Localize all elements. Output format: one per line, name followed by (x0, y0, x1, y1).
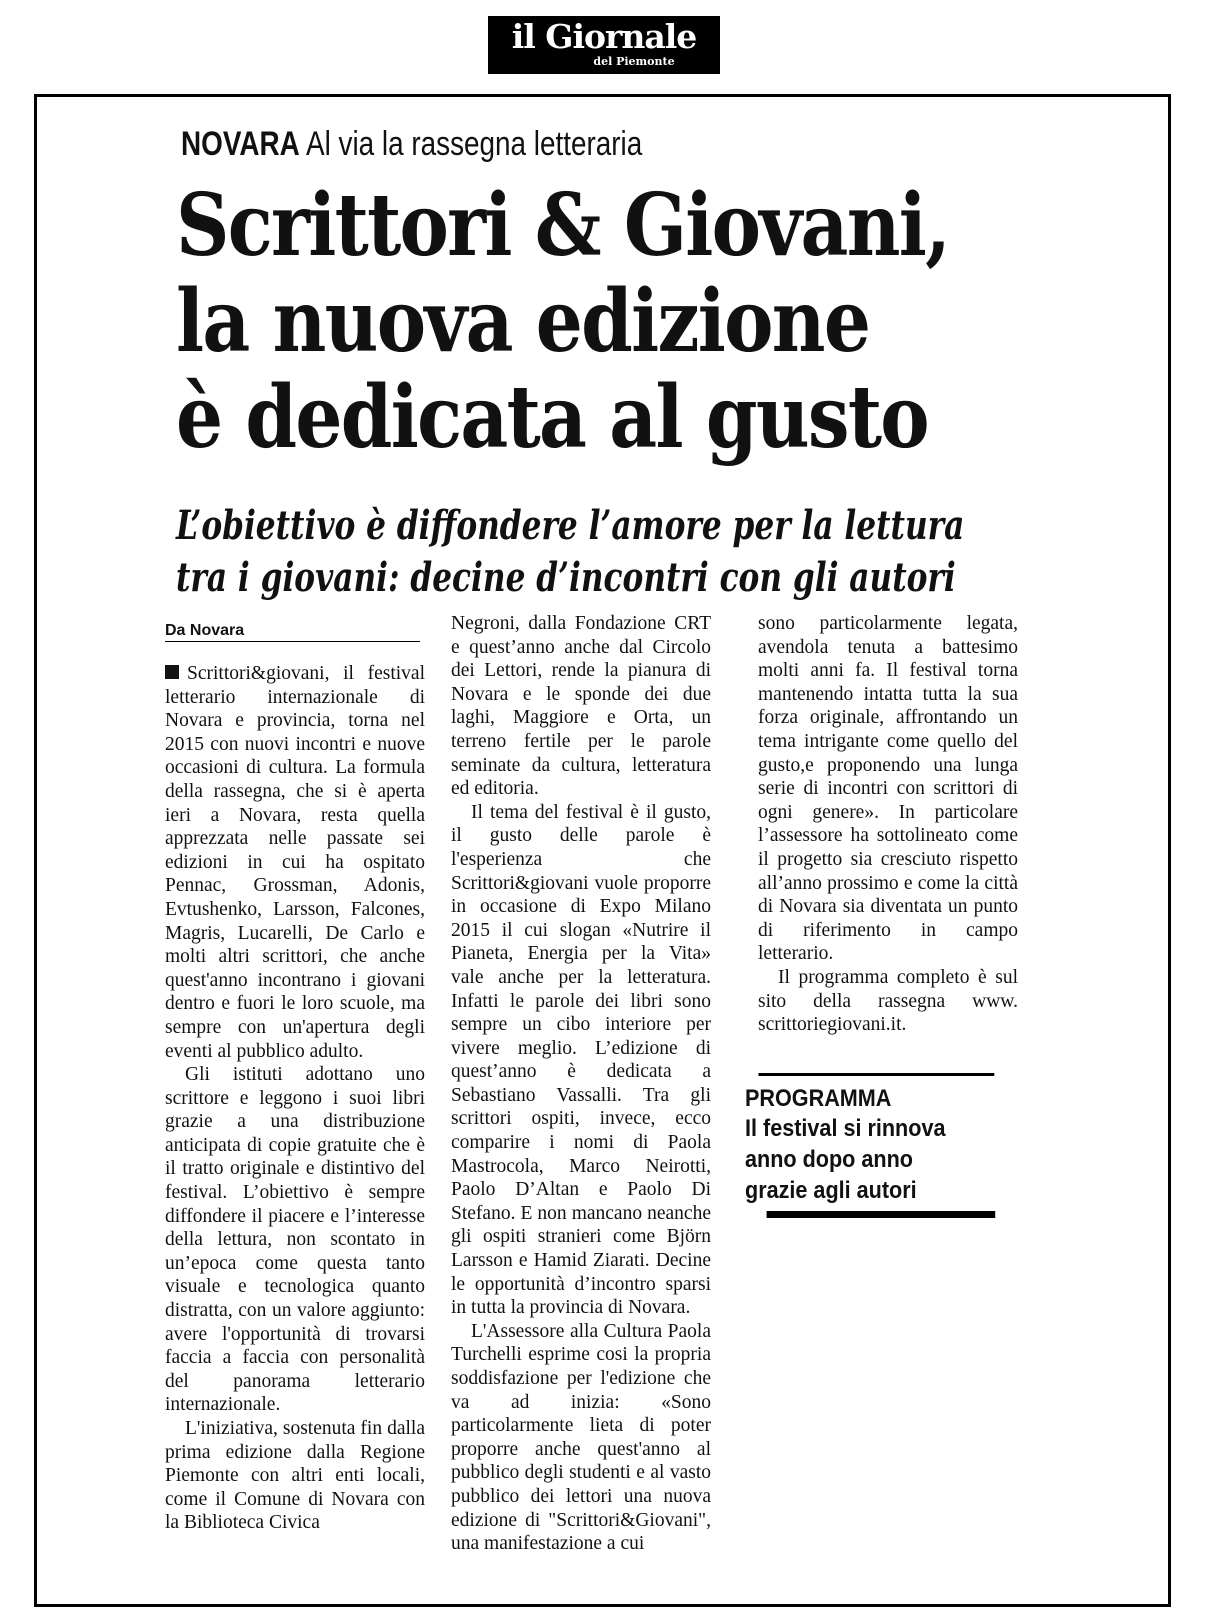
headline-line: la nuova edizione (176, 271, 870, 372)
kicker-text: Al via la rassegna letteraria (305, 125, 643, 163)
article-headline (176, 175, 1036, 468)
article-column-1 (165, 662, 425, 1535)
paragraph-text: Scrittori&giovani, il festival letterario internazionale di Novara e provincia, torna nel 2015 con nuovi incontri e nuove occasioni di cultura. La formula della rassegna, che si è aperta ieri a Novara, resta quella apprezzata nelle passate sei edizioni in cui ha ospitato Pennac, Grossman, Adonis, Evtushenko, Larsson, Falcones, Magris, Lucarelli, De Carlo e molti altri scrittori, che anche quest'anno incontrano i giovani dentro e fuori le loro scuole, ma sempre con un'apertura degli eventi al pubblico adulto. (165, 663, 425, 1062)
subhead-line: L’obiettivo è diffondere l’amore per la lettura (176, 502, 965, 549)
paragraph: Il programma completo è sul sito della rassegna www. scrittoriegiovani.it. (758, 966, 1018, 1036)
paragraph: Negroni, dalla Fondazione CRT e quest’anno anche dal Circolo dei Lettori, rende la pianura di Novara e le sponde dei due laghi, Maggiore e Orta, un terreno fertile per le parole seminate da cultura, letteratura ed editoria. (451, 613, 711, 800)
paragraph: sono particolarmente legata, avendola tenuta a battesimo molti anni fa. Il festival torna mantenendo intatta tutta la sua forza originale, affrontando un tema intrigante come quello del gusto,e proponendo una lunga serie di incontri con scrittori di ogni genere». In particolare l’assessore ha sottolineato come il progetto sia cresciuto rispetto all’anno prossimo e come la città di Novara sia diventata un punto di riferimento in campo letterario. (758, 613, 1018, 965)
boxout-line: grazie agli autori (745, 1177, 917, 1204)
paragraph (165, 662, 425, 1063)
headline-line: è dedicata al gusto (176, 367, 928, 468)
subhead-line: tra i giovani: decine d’incontri con gli autori (176, 554, 956, 601)
paragraph: L'iniziativa, sostenuta fin dalla prima edizione dalla Regione Piemonte con altri enti locali, come il Comune di Novara con la Biblioteca Civica (165, 1418, 425, 1534)
article-column-2 (451, 612, 711, 1556)
paragraph: L'Assessore alla Cultura Paola Turchelli esprime cosi la propria soddisfazione per l'edizione che va ad inizia: «Sono particolarmente lieta di poter proporre anche quest'anno al pubblico degli studenti e al vasto pubblico dei lettori una nuova edizione di "Scrittori&Giovani", una manifestazione a cui (451, 1320, 711, 1555)
boxout-line: Il festival si rinnova (745, 1115, 946, 1142)
newspaper-masthead (488, 16, 720, 74)
boxout-label: PROGRAMMA (745, 1085, 892, 1112)
masthead-edition: del Piemonte (593, 55, 675, 68)
article-subhead (176, 500, 965, 604)
boxout-line: anno dopo anno (745, 1146, 913, 1173)
paragraph: Il tema del festival è il gusto, il gusto delle parole è l'esperienza che Scrittori&giovani vuole proporre in occasione di Expo Milano 2015 il cui slogan «Nutrire il Pianeta, Energia per la Vita» vale anche per la letteratura. Infatti le parole dei libri sono sempre un cibo interiore per vivere meglio. L’edizione di quest’anno è dedicata a Sebastiano Vassalli. Tra gli scrittori ospiti, invece, ecco comparire i nomi di Paola Mastrocola, Marco Neirotti, Paolo D’Altan e Paolo Di Stefano. E non mancano neanche gli ospiti stranieri come Björn Larsson e Hamid Ziarati. Decine le opportunità d’incontro sparsi in tutta la provincia di Novara. (451, 801, 711, 1319)
boxout-text (745, 1113, 945, 1206)
boxout-top-rule (759, 1073, 995, 1076)
masthead-name: il Giornale (511, 17, 697, 56)
paragraph-marker-icon (165, 665, 179, 679)
kicker-city: NOVARA (181, 125, 300, 163)
headline-line: Scrittori & Giovani, (176, 175, 950, 276)
boxout-bottom-rule (767, 1211, 996, 1218)
article-kicker (181, 124, 642, 164)
article-column-3 (758, 612, 1018, 1037)
article-byline: Da Novara (165, 622, 420, 642)
paragraph: Gli istituti adottano uno scrittore e leggono i suoi libri grazie a una distribuzione anticipata di copie gratuite che è il tratto originale e distintivo del festival. L’obiettivo è sempre diffondere il piacere e l’interesse della lettura, non scontato in un’epoca come questa tanto visuale e tecnologica quanto distratta, con un valore aggiunto: avere l'opportunità di trovarsi faccia a faccia con personalità del panorama letterario internazionale. (165, 1064, 425, 1416)
